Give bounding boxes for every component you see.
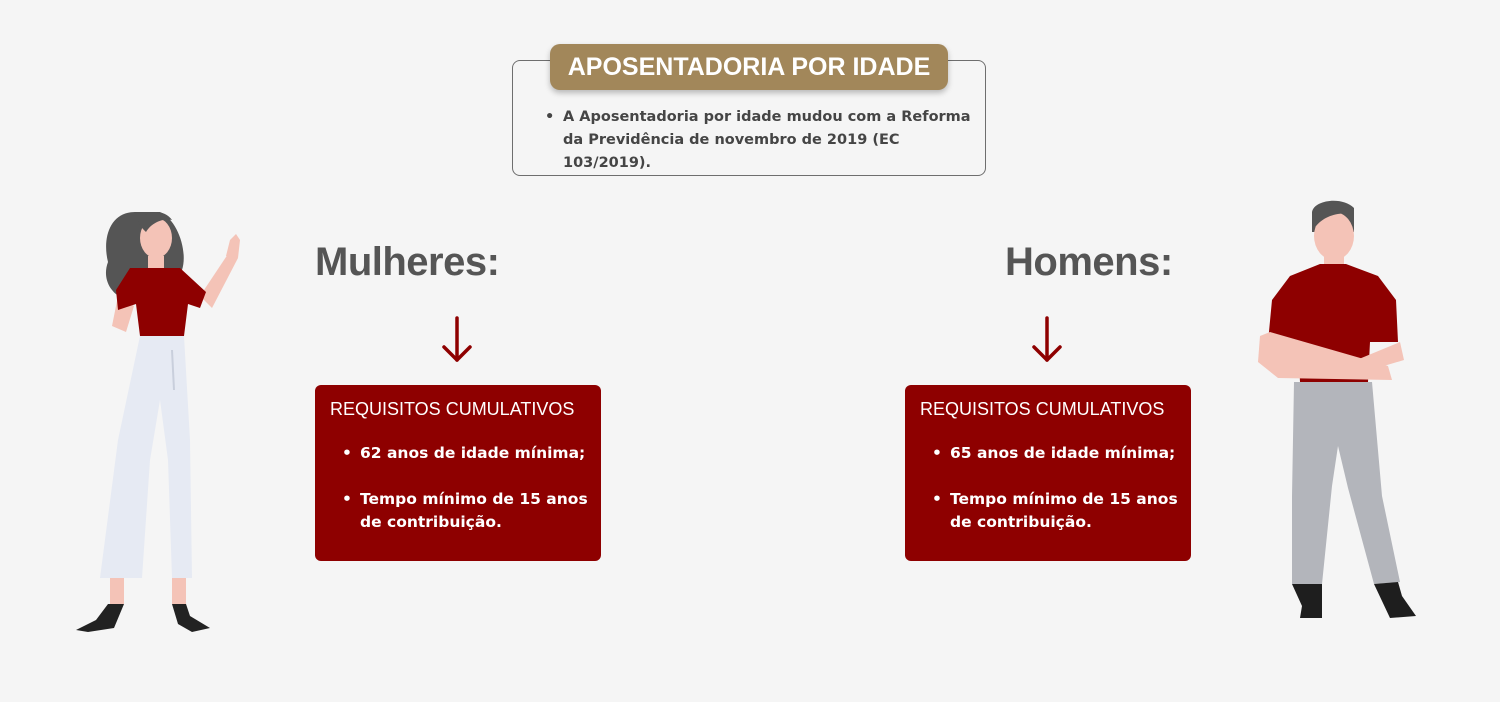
requirement-text: Tempo mínimo de 15 anos de contribuição. [950, 490, 1178, 531]
woman-illustration [60, 200, 260, 640]
requirements-title: REQUISITOS CUMULATIVOS [330, 399, 575, 419]
women-heading: Mulheres: [315, 240, 500, 284]
bullet: • [932, 490, 942, 508]
requirement-text: 65 anos de idade mínima; [950, 444, 1176, 462]
bullet: • [342, 444, 352, 462]
arrow-down-icon [441, 316, 473, 364]
bullet: • [545, 109, 555, 125]
page-title: APOSENTADORIA POR IDADE [550, 44, 948, 90]
requirement-item [342, 488, 592, 534]
requirements-title: REQUISITOS CUMULATIVOS [920, 399, 1165, 419]
arrow-down-icon [1031, 316, 1063, 364]
bullet: • [342, 490, 352, 508]
men-requirements-box [905, 385, 1191, 561]
requirement-item [932, 442, 1182, 465]
man-illustration [1250, 196, 1430, 626]
info-text-body: A Aposentadoria por idade mudou com a Reforma da Previdência de novembro de 2019 (EC 103/2019). [563, 109, 971, 171]
requirement-text: 62 anos de idade mínima; [360, 444, 586, 462]
men-heading: Homens: [1005, 240, 1173, 284]
requirement-item [932, 488, 1182, 534]
bullet: • [932, 444, 942, 462]
requirement-item [342, 442, 592, 465]
requirement-text: Tempo mínimo de 15 anos de contribuição. [360, 490, 588, 531]
women-requirements-box [315, 385, 601, 561]
info-text [545, 106, 975, 175]
